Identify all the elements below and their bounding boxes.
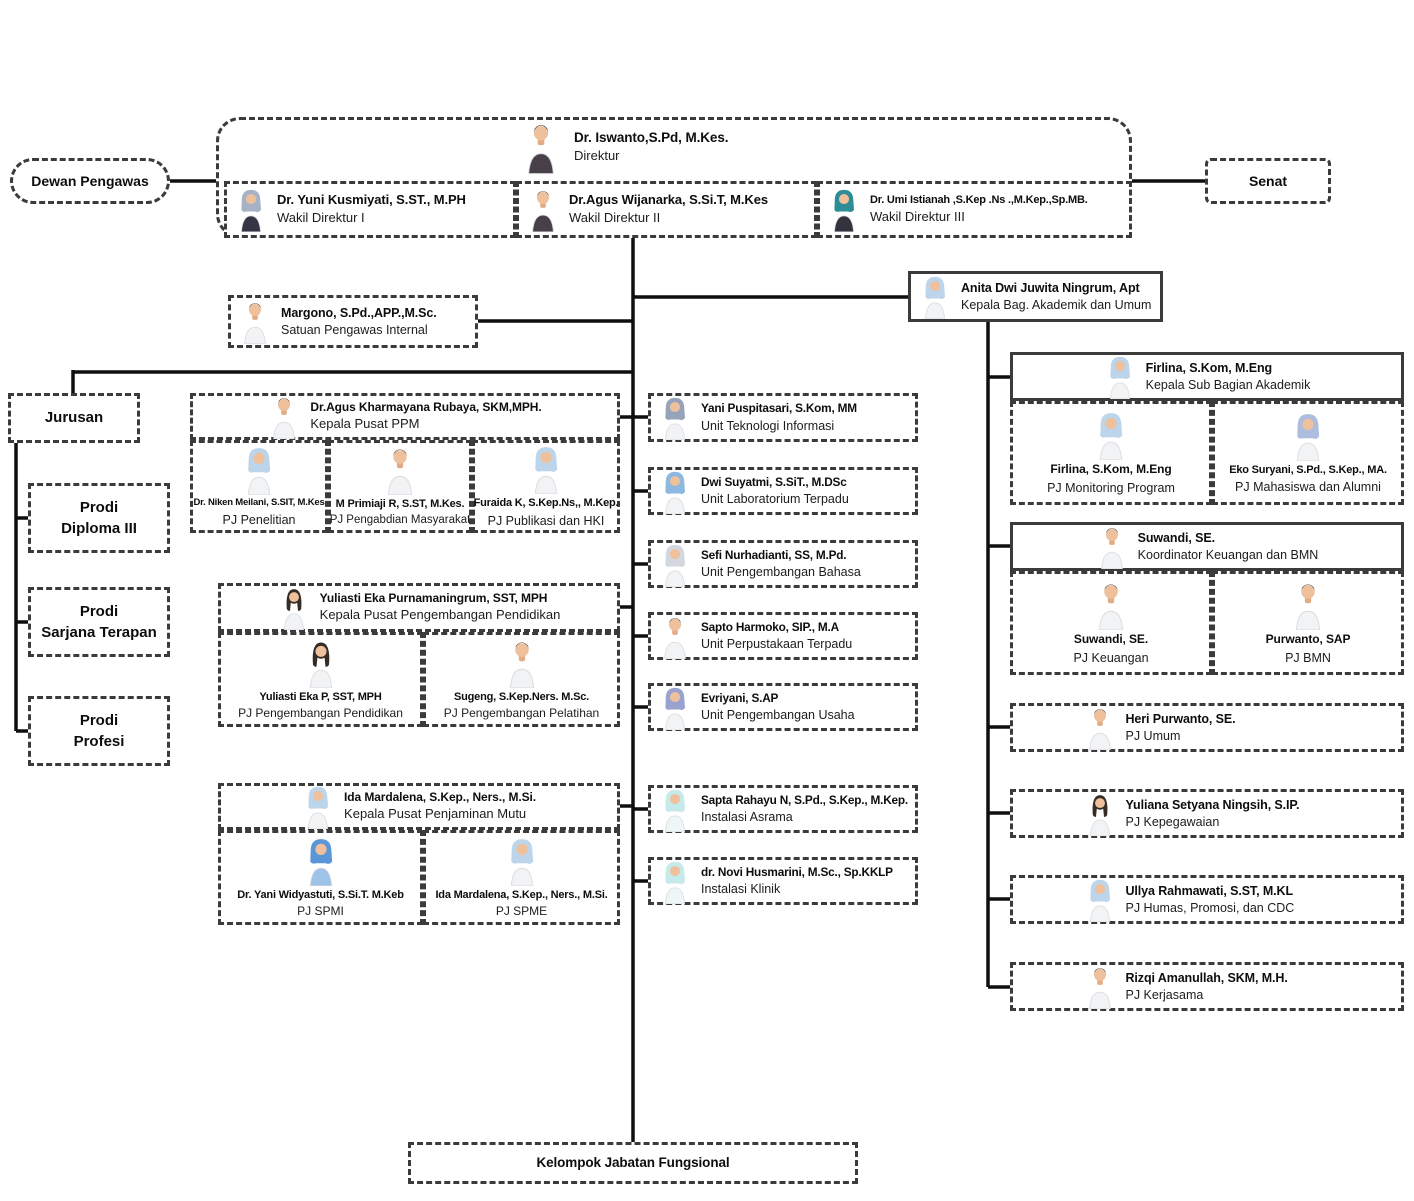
person-role: Instalasi Asrama [701,810,793,825]
person-wakil-1 [224,181,516,238]
unit-laboratorium-terpadu [648,467,918,515]
avatar [1084,791,1116,836]
person-name: Dr.Agus Kharmayana Rubaya, SKM,MPH. [310,399,542,414]
avatar [522,119,560,175]
person-name: Furaida K, S.Kep.Ns,, M.Kep. [473,497,619,510]
person-role: Instalasi Klinik [701,882,781,897]
avatar [1289,411,1327,461]
person-role: PJ Umum [1125,729,1181,743]
group-mutu-header [218,783,620,830]
group-keuangan-sub-keuangan [1010,571,1212,675]
avatar [659,395,691,440]
person-wakil-2 [516,181,817,238]
group-keuangan-sub-bmn [1212,571,1404,675]
avatar [240,445,278,495]
person-pj-humas [1010,875,1404,924]
group-akademik-header [1010,352,1404,401]
prodi-line1: Prodi [79,711,119,729]
person-name: Suwandi, SE. [1137,530,1215,545]
person-role: PJ Pengembangan Pendidikan [238,705,403,720]
avatar [659,614,691,659]
person-wakil-3 [817,181,1132,238]
person-role: PJ Kerjasama [1125,988,1204,1002]
group-ppm-sub-publikasi [472,440,620,533]
box-prodi-diploma-iii [28,483,170,553]
group-pendidikan-sub-1 [423,632,620,727]
person-role: PJ BMN [1285,650,1331,665]
person-direktur [522,119,728,175]
person-name: Anita Dwi Juwita Ningrum, Apt [961,280,1140,295]
person-name: Firlina, S.Kom, M.Eng [1145,360,1273,375]
person-name: Dr. Yuni Kusmiyati, S.ST., M.PH [277,192,466,208]
avatar [659,859,691,904]
person-pj-kerjasama [1010,962,1404,1011]
avatar [1092,580,1130,630]
person-name: dr. Novi Husmarini, M.Sc., Sp.KKLP [701,864,893,879]
person-role: Kepala Pusat PPM [310,416,420,432]
avatar [302,836,340,886]
person-role: PJ SPMI [297,903,344,918]
avatar [659,685,691,730]
box-dewan-pengawas [10,158,170,204]
person-role: PJ Publikasi dan HKI [487,513,605,528]
avatar [1104,354,1136,399]
person-name: M Primiaji R, S.ST, M.Kes. [335,497,465,510]
person-name: Sapto Harmoko, SIP., M.A [701,619,839,634]
person-name: Firlina, S.Kom, M.Eng [1050,462,1172,477]
avatar [268,394,300,439]
person-role: Wakil Direktur I [277,210,365,225]
group-keuangan-header [1010,522,1404,571]
group-ppm-sub-penelitian [190,440,328,533]
person-role: Unit Teknologi Informasi [701,418,835,433]
jurusan-label: Jurusan [44,409,104,427]
group-mutu-sub-spme [423,830,620,925]
avatar [659,787,691,832]
prodi-line2: Profesi [73,733,125,750]
avatar [1084,964,1116,1009]
person-name: Yuliana Setyana Ningsih, S.IP. [1125,797,1300,812]
person-pj-umum [1010,703,1404,752]
person-role: Unit Pengembangan Usaha [701,708,855,723]
instalasi-asrama [648,785,918,833]
avatar [527,187,559,232]
avatar [302,784,334,829]
person-role: PJ Penelitian [222,512,296,527]
person-role: PJ SPME [495,903,548,918]
person-name: Dr. Yani Widyastuti, S.Si.T. M.Keb [237,888,404,901]
avatar [527,444,565,494]
person-name: Yuliasti Eka P, SST, MPH [259,690,382,703]
person-role: PJ Keuangan [1073,650,1149,665]
box-prodi-profesi [28,696,170,766]
person-name: Sefi Nurhadianti, SS, M.Pd. [701,547,847,562]
person-name: Suwandi, SE. [1073,632,1149,647]
avatar [1096,524,1128,569]
person-role: PJ Kepegawaian [1125,815,1220,829]
group-pendidikan-header [218,583,620,632]
person-role: Direktur [574,147,620,163]
person-role: Unit Pengembangan Bahasa [701,565,861,580]
person-role: Kepala Pusat Pengembangan Pendidikan [319,607,561,623]
avatar [919,274,951,319]
person-role: Koordinator Keuangan dan BMN [1137,548,1319,562]
avatar [278,585,310,630]
person-name: Dr. Iswanto,S.Pd, M.Kes. [574,130,729,146]
avatar [659,542,691,587]
person-name: Yani Puspitasari, S.Kom, MM [701,401,857,416]
unit-teknologi-informasi [648,393,918,442]
person-role: PJ Humas, Promosi, dan CDC [1125,901,1295,915]
person-name: Evriyani, S.AP [701,690,779,705]
avatar [239,299,271,344]
avatar [1084,877,1116,922]
avatar [302,638,340,688]
group-pendidikan-sub-0 [218,632,423,727]
person-role: PJ Monitoring Program [1047,480,1175,495]
avatar [235,187,267,232]
prodi-line2: Sarjana Terapan [41,624,157,641]
box-senat [1205,158,1331,204]
group-ppm-header [190,393,620,440]
box-jurusan [8,393,140,443]
avatar [659,469,691,514]
box-prodi-sarjana-terapan [28,587,170,657]
kelompok-label: Kelompok Jabatan Fungsional [536,1155,730,1171]
person-role: PJ Mahasiswa dan Alumni [1235,480,1381,495]
person-role: Wakil Direktur III [870,208,965,224]
unit-pengembangan-bahasa [648,540,918,588]
person-spi [228,295,478,348]
avatar [1289,580,1327,630]
person-role: Satuan Pengawas Internal [281,323,428,337]
box-kelompok-jabatan-fungsional [408,1142,858,1184]
unit-pengembangan-usaha [648,683,918,731]
group-akademik-sub-monitoring [1010,401,1212,505]
person-role: PJ Pengabdian Masyarakat [329,514,471,527]
avatar [503,638,541,688]
senat-label: Senat [1248,173,1288,189]
person-name: Dr. Niken Meilani, S.SIT, M.Kes [193,497,325,509]
group-ppm-sub-pengabdian [328,440,472,533]
person-role: Kepala Bag. Akademik dan Umum [961,298,1152,312]
avatar [503,836,541,886]
person-role: Wakil Direktur II [569,210,661,225]
person-name: Rizqi Amanullah, SKM, M.H. [1125,970,1288,985]
avatar [381,445,419,495]
group-mutu-sub-spmi [218,830,423,925]
person-name: Heri Purwanto, SE. [1125,711,1236,726]
prodi-line2: Diploma III [61,520,137,537]
person-kabag-akademik-umum [908,271,1163,322]
person-name: Margono, S.Pd.,APP.,M.Sc. [281,305,437,320]
person-name: Dr.Agus Wijanarka, S.Si.T, M.Kes [569,192,768,208]
person-role: PJ Pengembangan Pelatihan [443,705,600,720]
person-name: Ullya Rahmawati, S.ST, M.KL [1125,883,1293,898]
person-role: Unit Perpustakaan Terpadu [701,637,853,652]
person-name: Purwanto, SAP [1265,632,1351,647]
unit-perpustakaan-terpadu [648,612,918,660]
avatar [1084,705,1116,750]
person-name: Ida Mardalena, S.Kep., Ners., M.Si. [435,888,608,901]
person-role: Kepala Pusat Penjaminan Mutu [344,806,527,822]
dewan-pengawas-label: Dewan Pengawas [31,173,149,189]
person-name: Ida Mardalena, S.Kep., Ners., M.Si. [344,789,536,804]
person-name: Sugeng, S.Kep.Ners. M.Sc. [454,690,589,703]
person-name: Sapta Rahayu N, S.Pd., S.Kep., M.Kep. [701,792,908,807]
person-name: Dr. Umi Istianah ,S.Kep .Ns .,M.Kep.,Sp.MB. [870,194,1088,207]
person-role: Kepala Sub Bagian Akademik [1145,378,1311,392]
prodi-line1: Prodi [79,602,119,620]
person-name: Yuliasti Eka Purnamaningrum, SST, MPH [319,590,548,605]
person-name: Eko Suryani, S.Pd., S.Kep., MA. [1229,463,1387,476]
prodi-line1: Prodi [79,498,119,516]
avatar [828,187,860,232]
group-akademik-sub-mahasiswa [1212,401,1404,505]
avatar [1092,410,1130,460]
instalasi-klinik [648,857,918,905]
person-name: Dwi Suyatmi, S.SiT., M.DSc [701,474,847,489]
person-pj-kepegawaian [1010,789,1404,838]
person-role: Unit Laboratorium Terpadu [701,492,849,507]
